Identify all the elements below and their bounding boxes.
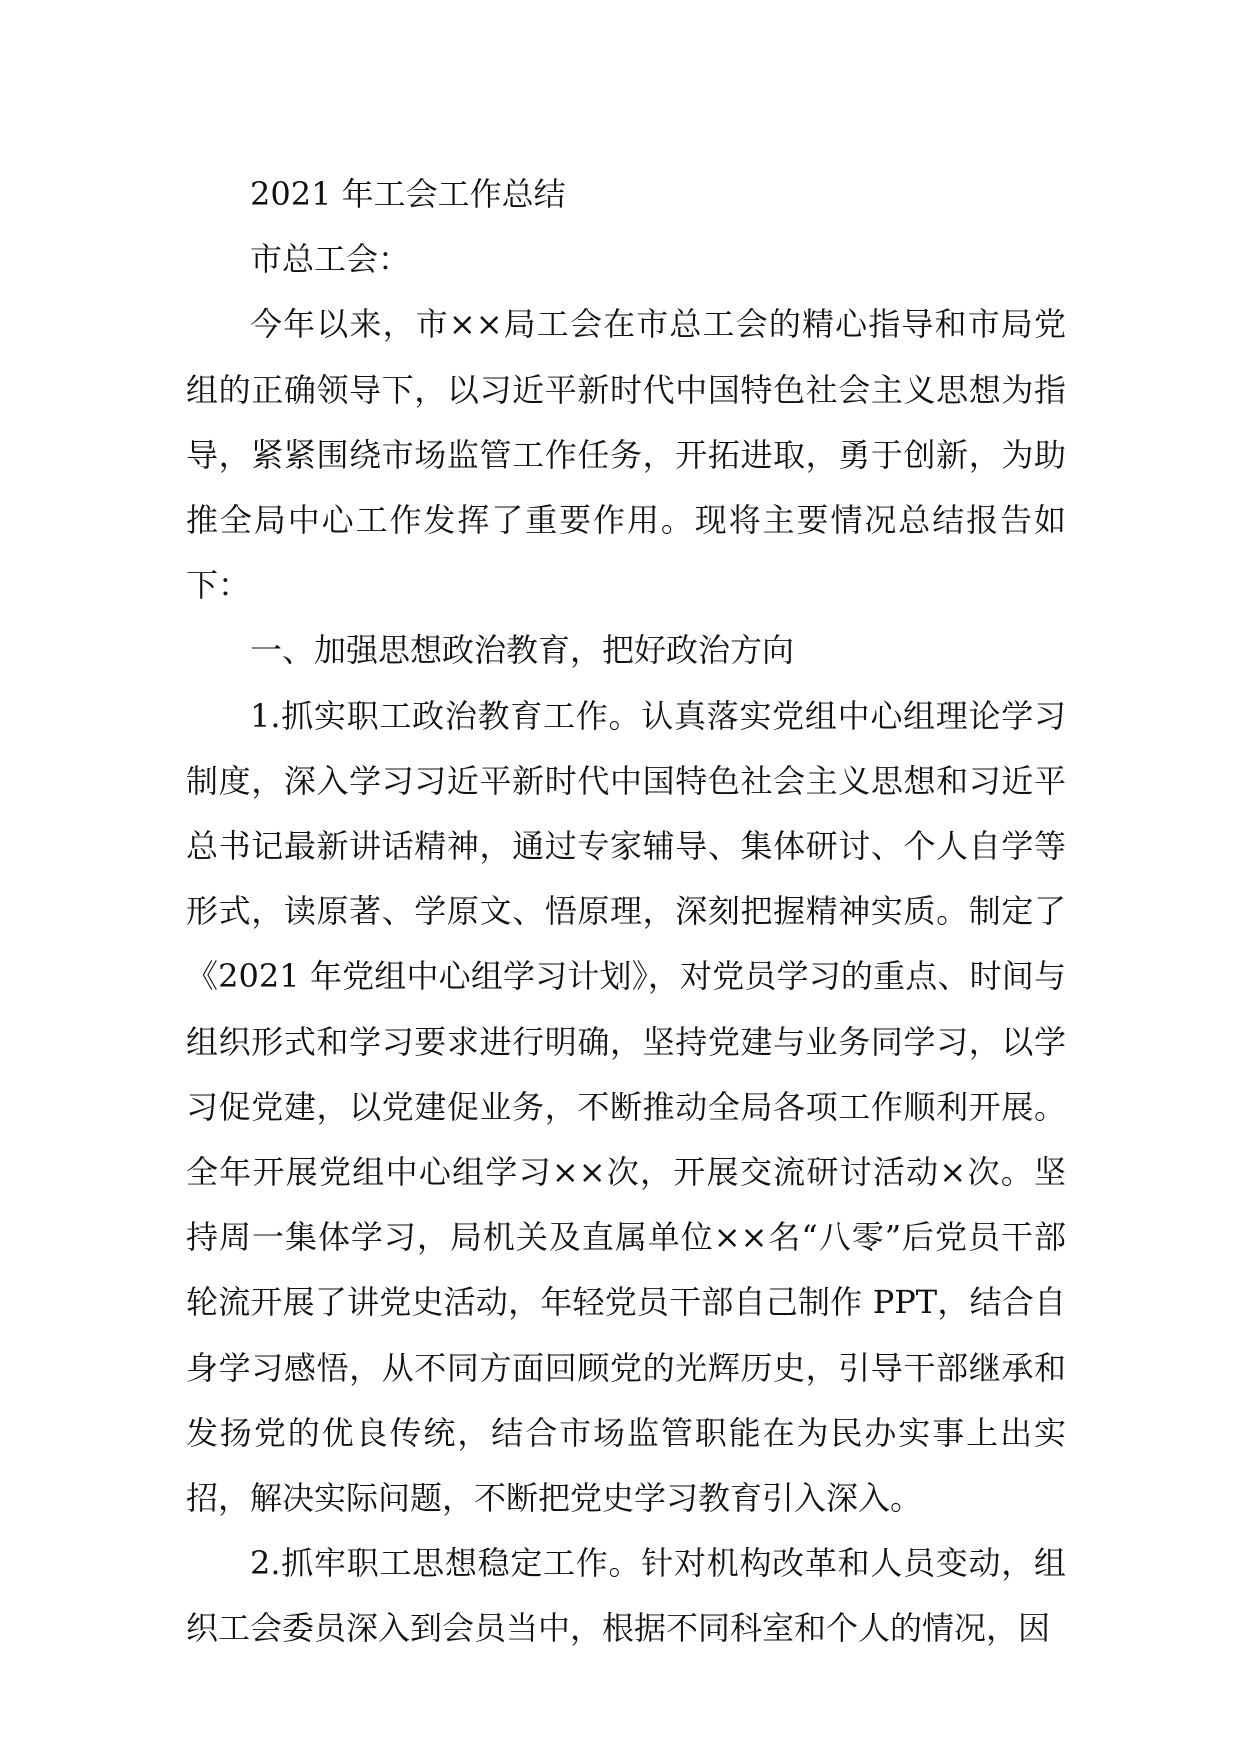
document-body: [186, 162, 1066, 1662]
item-paragraph: 1.抓实职工政治教育工作。认真落实党组中心组理论学习制度，深入学习习近平新时代中国特色社会主义思想和习近平总书记最新讲话精神，通过专家辅导、集体研讨、个人自学等形式，读原著、学原文、悟原理，深刻把握精神实质。制定了《2021 年党组中心组学习计划》，对党员学习的重点、时间与组织形式和学习要求进行明确，坚持党建与业务同学习，以学习促党建，以党建促业务，不断推动全局各项工作顺利开展。全年开展党组中心组学习××次，开展交流研讨活动×次。坚持周一集体学习，局机关及直属单位××名“八零”后党员干部轮流开展了讲党史活动，年轻党员干部自己制作 PPT，结合自身学习感悟，从不同方面回顾党的光辉历史，引导干部继承和发扬党的优良传统，结合市场监管职能在为民办实事上出实招，解决实际问题，不断把党史学习教育引入深入。: [186, 696, 1066, 1518]
intro-paragraph: 今年以来，市××局工会在市总工会的精心指导和市局党组的正确领导下，以习近平新时代中国特色社会主义思想为指导，紧紧围绕市场监管工作任务，开拓进取，勇于创新，为助推全局中心工作发挥了重要作用。现将主要情况总结报告如下：: [186, 305, 1066, 605]
item-paragraph: 2.抓牢职工思想稳定工作。针对机构改革和人员变动，组织工会委员深入到会员当中，根据不同科室和个人的情况，因: [186, 1544, 1066, 1648]
salutation: 市总工会：: [250, 240, 411, 279]
section-heading: 一、加强思想政治教育，把好政治方向: [250, 631, 795, 670]
document-title: 2021 年工会工作总结: [250, 175, 566, 213]
